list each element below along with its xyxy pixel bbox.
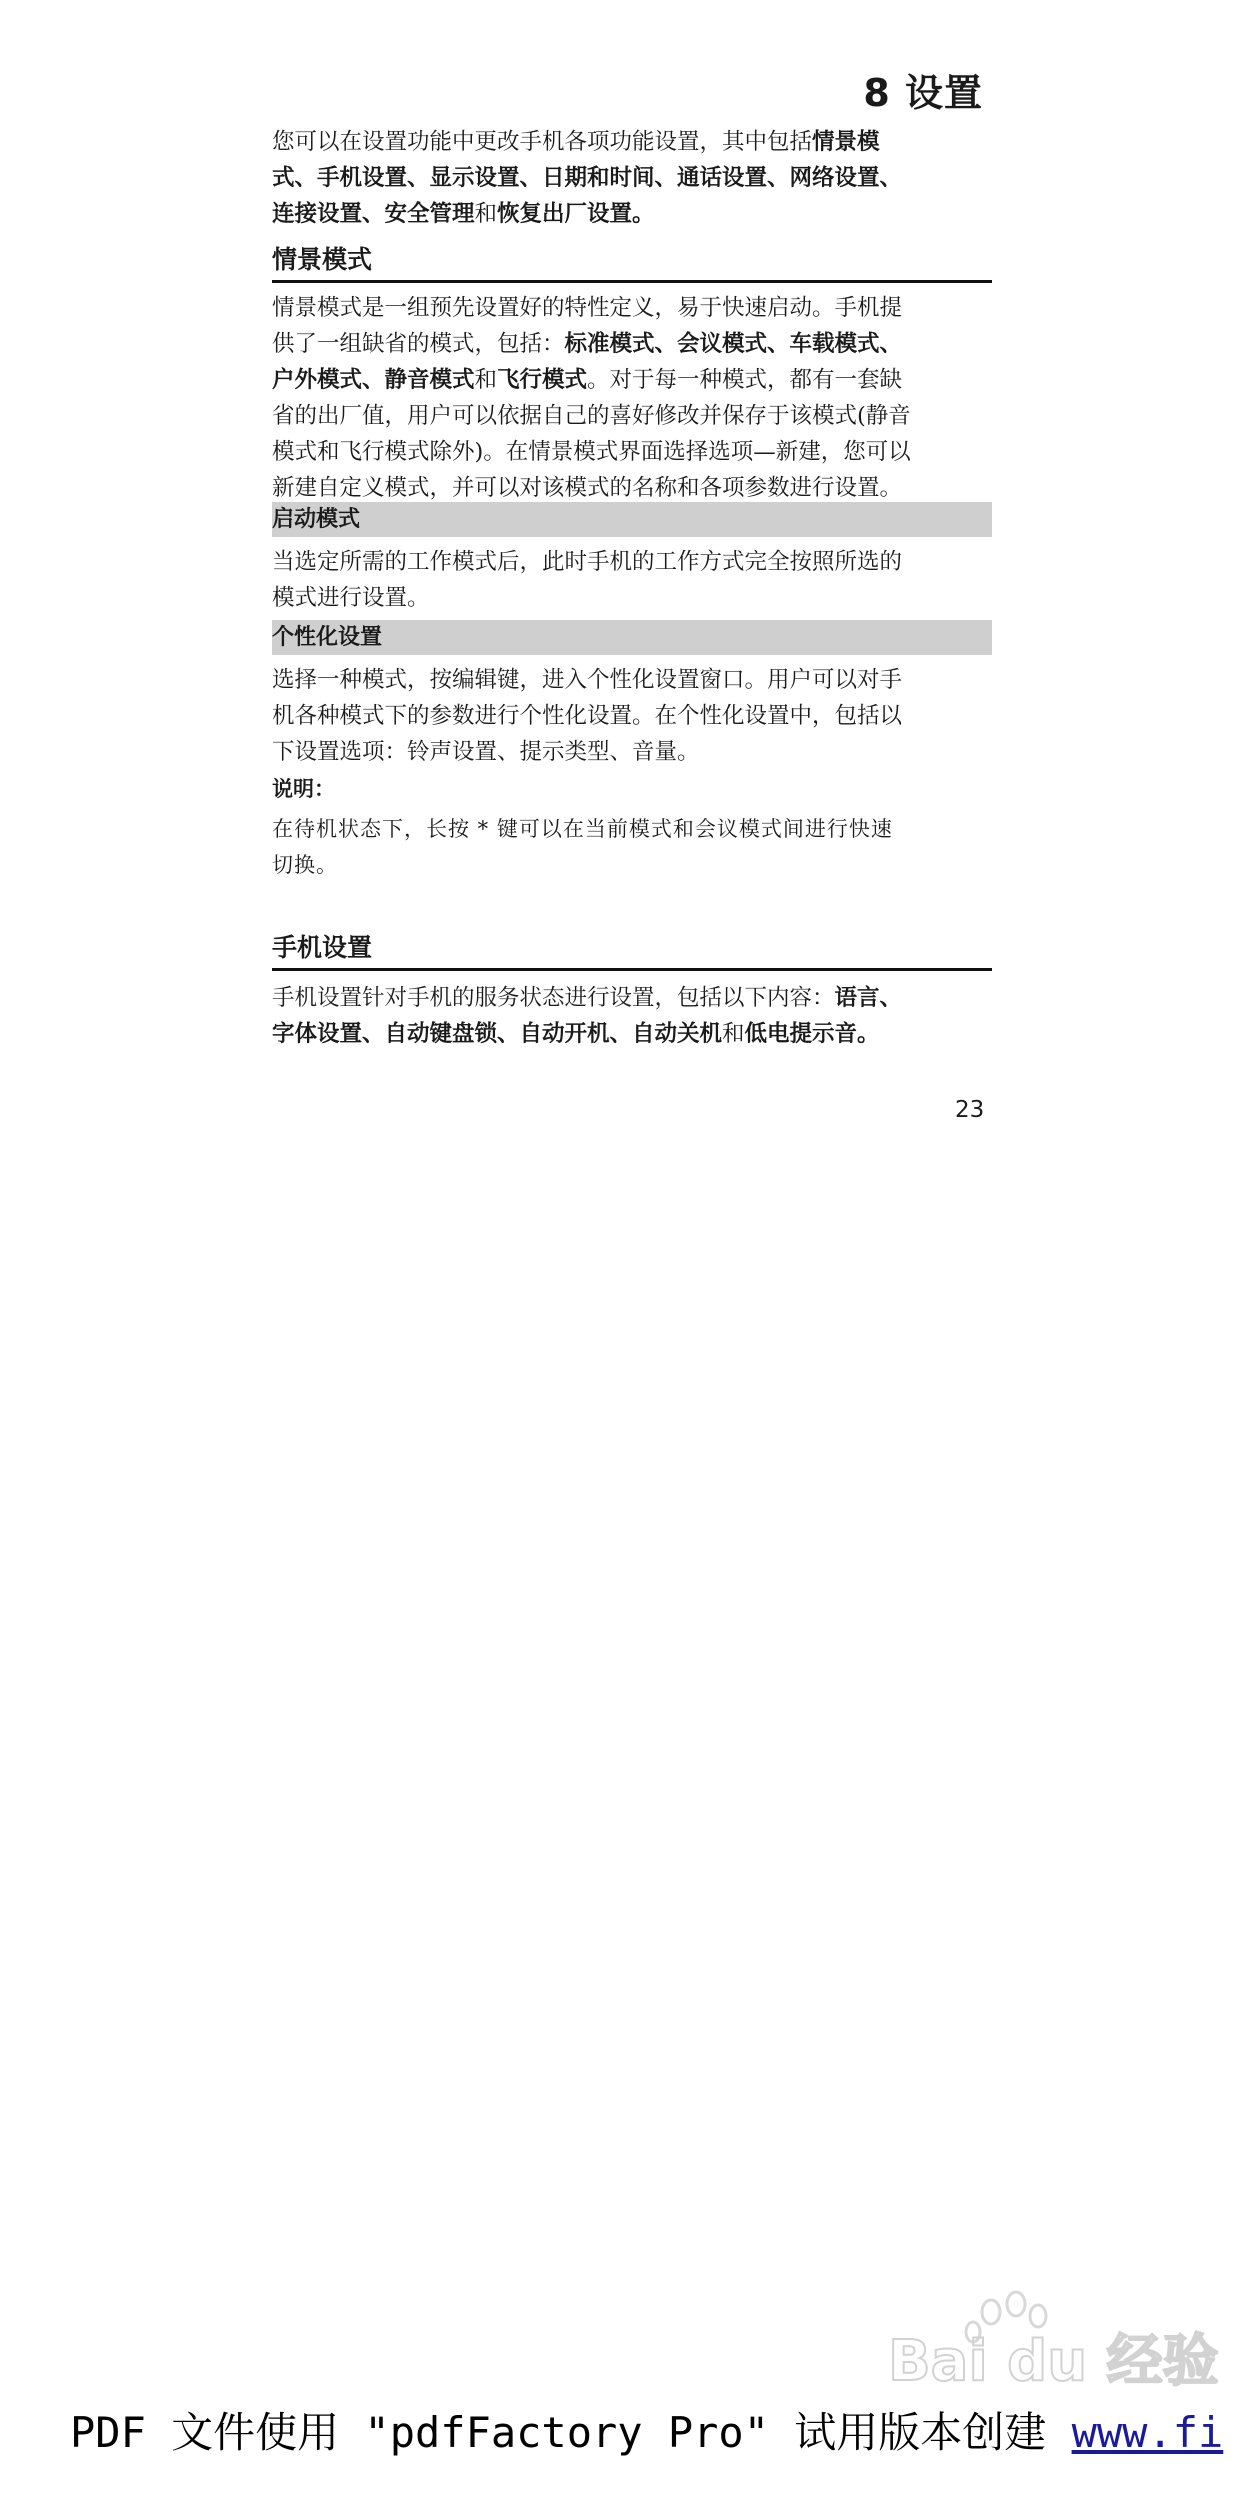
activate-line: 模式进行设置。 xyxy=(272,585,430,611)
profiles-bold: 标准模式、会议模式、车载模式、 xyxy=(564,331,903,357)
chapter-title: 8 设置 xyxy=(863,71,983,115)
baidu-watermark-logo xyxy=(868,2290,1219,2400)
note-line: 在待机状态下，长按 * 键可以在当前模式和会议模式间进行快速 xyxy=(272,817,893,841)
note-heading: 说明： xyxy=(272,777,335,801)
profiles-line: 情景模式是一组预先设置好的特性定义，易于快速启动。手机提 xyxy=(272,295,903,321)
activate-paragraph xyxy=(272,544,992,616)
note-line: 切换。 xyxy=(272,853,338,877)
section-heading-phone: 手机设置 xyxy=(272,928,992,971)
page-number: 23 xyxy=(955,1097,985,1123)
intro-text: 您可以在设置功能中更改手机各项功能设置，其中包括 xyxy=(272,129,813,155)
personalize-line: 选择一种模式，按编辑键，进入个性化设置窗口。用户可以对手 xyxy=(272,667,903,693)
profiles-paragraph xyxy=(272,290,992,506)
profiles-line: 省的出厂值，用户可以依据自己的喜好修改并保存于该模式(静音 xyxy=(272,403,911,429)
subheading-activate-mode: 启动模式 xyxy=(272,502,992,537)
intro-bold: 情景模 xyxy=(812,129,880,155)
phone-text: 和 xyxy=(722,1021,745,1047)
watermark-text: Bai du 经验 xyxy=(888,2329,1219,2394)
phone-bold: 语言、 xyxy=(834,985,903,1011)
intro-bold: 式、手机设置、显示设置、日期和时间、通话设置、网络设置、 xyxy=(272,165,903,191)
footer-text: PDF 文件使用 "pdfFactory Pro" 试用版本创建 xyxy=(70,2408,1072,2457)
intro-paragraph xyxy=(272,124,992,232)
personalize-line: 下设置选项：铃声设置、提示类型、音量。 xyxy=(272,739,700,765)
profiles-text: 。对于每一种模式，都有一套缺 xyxy=(587,367,903,393)
profiles-text: 和 xyxy=(474,367,498,393)
profiles-line: 新建自定义模式，并可以对该模式的名称和各项参数进行设置。 xyxy=(272,475,903,501)
personalize-paragraph xyxy=(272,662,992,770)
phone-bold: 低电提示音。 xyxy=(744,1021,880,1047)
pdf-footer xyxy=(70,2400,1223,2460)
personalize-line: 机各种模式下的参数进行个性化设置。在个性化设置中，包括以 xyxy=(272,703,903,729)
profiles-bold: 飞行模式 xyxy=(497,367,588,393)
section-heading-profiles: 情景模式 xyxy=(272,240,992,283)
profiles-bold: 户外模式、静音模式 xyxy=(272,367,475,393)
intro-bold: 连接设置、安全管理 xyxy=(272,201,475,227)
profiles-line: 模式和飞行模式除外)。在情景模式界面选择选项—新建，您可以 xyxy=(272,439,911,465)
phone-bold: 字体设置、自动键盘锁、自动开机、自动关机 xyxy=(272,1021,723,1047)
intro-bold: 恢复出厂设置。 xyxy=(497,201,655,227)
profiles-text: 供了一组缺省的模式，包括： xyxy=(272,331,565,357)
phone-settings-paragraph xyxy=(272,980,992,1052)
activate-line: 当选定所需的工作模式后，此时手机的工作方式完全按照所选的 xyxy=(272,549,903,575)
phone-text: 手机设置针对手机的服务状态进行设置，包括以下内容： xyxy=(272,985,835,1011)
note-paragraph xyxy=(272,811,992,883)
subheading-personalize: 个性化设置 xyxy=(272,620,992,655)
intro-text: 和 xyxy=(474,201,498,227)
footer-link[interactable]: www.fi xyxy=(1071,2408,1224,2457)
